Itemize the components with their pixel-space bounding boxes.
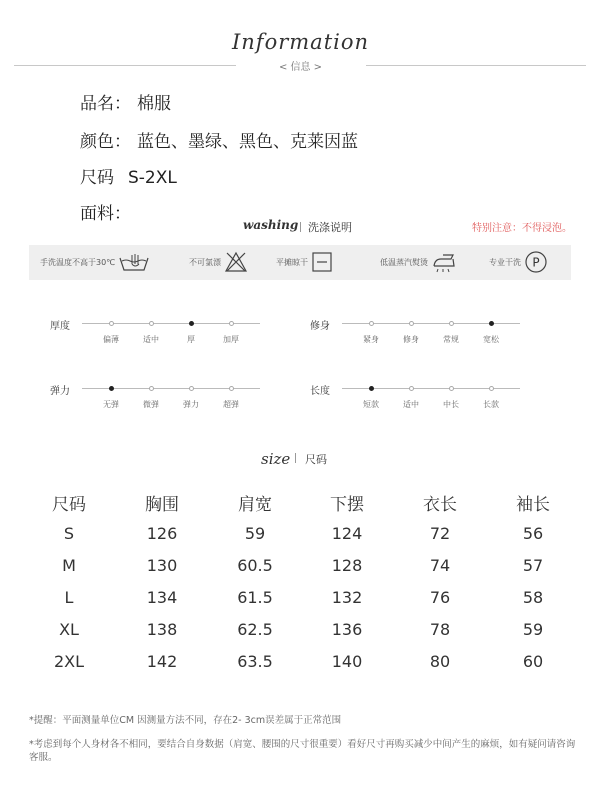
scale-dot (369, 386, 374, 391)
hand-wash-icon (115, 252, 150, 274)
wash-item-label: 手洗温度不高于30℃ (40, 258, 116, 267)
size-table-cell: 132 (331, 588, 363, 607)
info-label: 颜色： (80, 132, 131, 152)
scale-dot (149, 386, 154, 391)
info-value: S-2XL (128, 168, 177, 188)
wash-item-hand-wash (40, 245, 150, 280)
scale-option: 加厚 (223, 335, 239, 344)
scale-dot (369, 321, 374, 326)
size-table-cell: 130 (146, 556, 178, 575)
scale-dot (109, 386, 114, 391)
info-row-color (80, 127, 358, 152)
size-table-cell: 128 (331, 556, 363, 575)
info-label: 尺码 (80, 168, 114, 188)
size-table-cell: XL (59, 620, 79, 639)
size-table-header: 尺码 (52, 495, 86, 515)
size-title: size (261, 450, 291, 468)
size-table-cell: 138 (146, 620, 178, 639)
size-table-cell: 61.5 (237, 588, 273, 607)
size-table-cell: 57 (522, 556, 544, 575)
washing-title: washing (243, 218, 299, 232)
no-bleach-icon (221, 251, 248, 275)
wash-item-no-bleach (189, 245, 248, 280)
size-table-cell: 80 (429, 652, 451, 671)
size-table-cell: S (63, 524, 75, 543)
wash-item-dry-flat (276, 245, 333, 280)
scale-option: 无弹 (103, 400, 119, 409)
size-table-cell: 58 (522, 588, 544, 607)
scale-label-thickness: 厚度 (50, 321, 70, 332)
size-table-cell: 142 (146, 652, 178, 671)
size-separator (295, 453, 296, 463)
scale-option: 适中 (403, 400, 419, 409)
size-advice-note: *考虑到每个人身材各不相同，要结合自身数据（肩宽、腰围的尺寸很重要）看好尺寸再购买减少中间产生的麻烦，如有疑问请咨询客服。 (29, 739, 576, 763)
size-table-cell: 72 (429, 524, 451, 543)
washing-notice: 特别注意：不得浸泡。 (472, 223, 572, 234)
size-table-cell: 63.5 (237, 652, 273, 671)
scale-label-length: 长度 (310, 386, 330, 397)
washing-instructions-bar (29, 245, 571, 280)
scale-option: 超弹 (223, 400, 239, 409)
size-subtitle: 尺码 (305, 453, 327, 466)
scale-dot (229, 321, 234, 326)
scale-option: 长款 (483, 400, 499, 409)
measurement-note: *提醒：平面测量单位CM 因测量方法不同，存在2- 3cm误差属于正常范围 (29, 715, 342, 726)
info-row-name (80, 89, 171, 114)
wash-item-label: 低温蒸汽熨烫 (380, 258, 428, 267)
section-subtitle-info: < 信息 > (278, 62, 323, 73)
scale-option: 宽松 (483, 335, 499, 344)
wash-item-steam-iron (380, 245, 457, 280)
scale-dot (409, 386, 414, 391)
size-table-cell: 140 (331, 652, 363, 671)
scale-option: 厚 (187, 335, 195, 344)
info-row-fabric (80, 199, 137, 224)
size-table-cell: 59 (522, 620, 544, 639)
scale-option: 常规 (443, 335, 459, 344)
scale-dot (449, 386, 454, 391)
info-value: 蓝色、墨绿、黑色、克莱因蓝 (137, 132, 358, 152)
washing-separator (300, 222, 301, 232)
scale-option: 适中 (143, 335, 159, 344)
wash-item-label: 平摊晾干 (276, 258, 308, 267)
size-table-header: 肩宽 (238, 495, 272, 515)
info-label: 品名： (80, 94, 131, 114)
size-table-cell: 74 (429, 556, 451, 575)
size-table-cell: 2XL (53, 652, 85, 671)
scale-label-fit: 修身 (310, 321, 330, 332)
dry-flat-icon (308, 251, 333, 275)
scale-option: 微弹 (143, 400, 159, 409)
svg-text:P: P (532, 255, 540, 269)
size-table-cell: 136 (331, 620, 363, 639)
section-title-information: Information (231, 30, 370, 54)
size-table-header: 衣长 (423, 495, 457, 515)
scale-dot (489, 386, 494, 391)
size-table-cell: L (64, 588, 74, 607)
size-table-header: 袖长 (516, 495, 550, 515)
scale-option: 中长 (443, 400, 459, 409)
scale-dot (229, 386, 234, 391)
size-table-cell: 76 (429, 588, 451, 607)
scale-dot (109, 321, 114, 326)
size-table-cell: 62.5 (237, 620, 273, 639)
size-table-cell: M (62, 556, 76, 575)
scale-option: 弹力 (183, 400, 199, 409)
size-table-cell: 134 (146, 588, 178, 607)
scale-dot (449, 321, 454, 326)
scale-option: 偏薄 (103, 335, 119, 344)
scale-dot (189, 386, 194, 391)
scale-dot (149, 321, 154, 326)
scale-dot (189, 321, 194, 326)
size-table-cell: 124 (331, 524, 363, 543)
washing-subtitle: 洗涤说明 (308, 221, 352, 234)
info-row-size (80, 163, 177, 188)
info-label: 面料： (80, 204, 131, 224)
size-table-cell: 60 (522, 652, 544, 671)
size-table-cell: 126 (146, 524, 178, 543)
scale-dot (409, 321, 414, 326)
scale-label-elasticity: 弹力 (50, 386, 70, 397)
scale-option: 修身 (403, 335, 419, 344)
info-value: 棉服 (137, 94, 171, 114)
wash-item-label: 不可氯漂 (189, 258, 221, 267)
size-table-cell: 60.5 (237, 556, 273, 575)
wash-item-dry-clean (489, 245, 548, 280)
dry-clean-p-icon (521, 250, 548, 276)
size-table-cell: 78 (429, 620, 451, 639)
size-table-cell: 59 (244, 524, 266, 543)
scale-option: 紧身 (363, 335, 379, 344)
size-table-cell: 56 (522, 524, 544, 543)
scale-option: 短款 (363, 400, 379, 409)
steam-iron-icon (428, 251, 457, 275)
size-table-header: 胸围 (145, 495, 179, 515)
size-table-header: 下摆 (330, 495, 364, 515)
scale-dot (489, 321, 494, 326)
wash-item-label: 专业干洗 (489, 258, 521, 267)
